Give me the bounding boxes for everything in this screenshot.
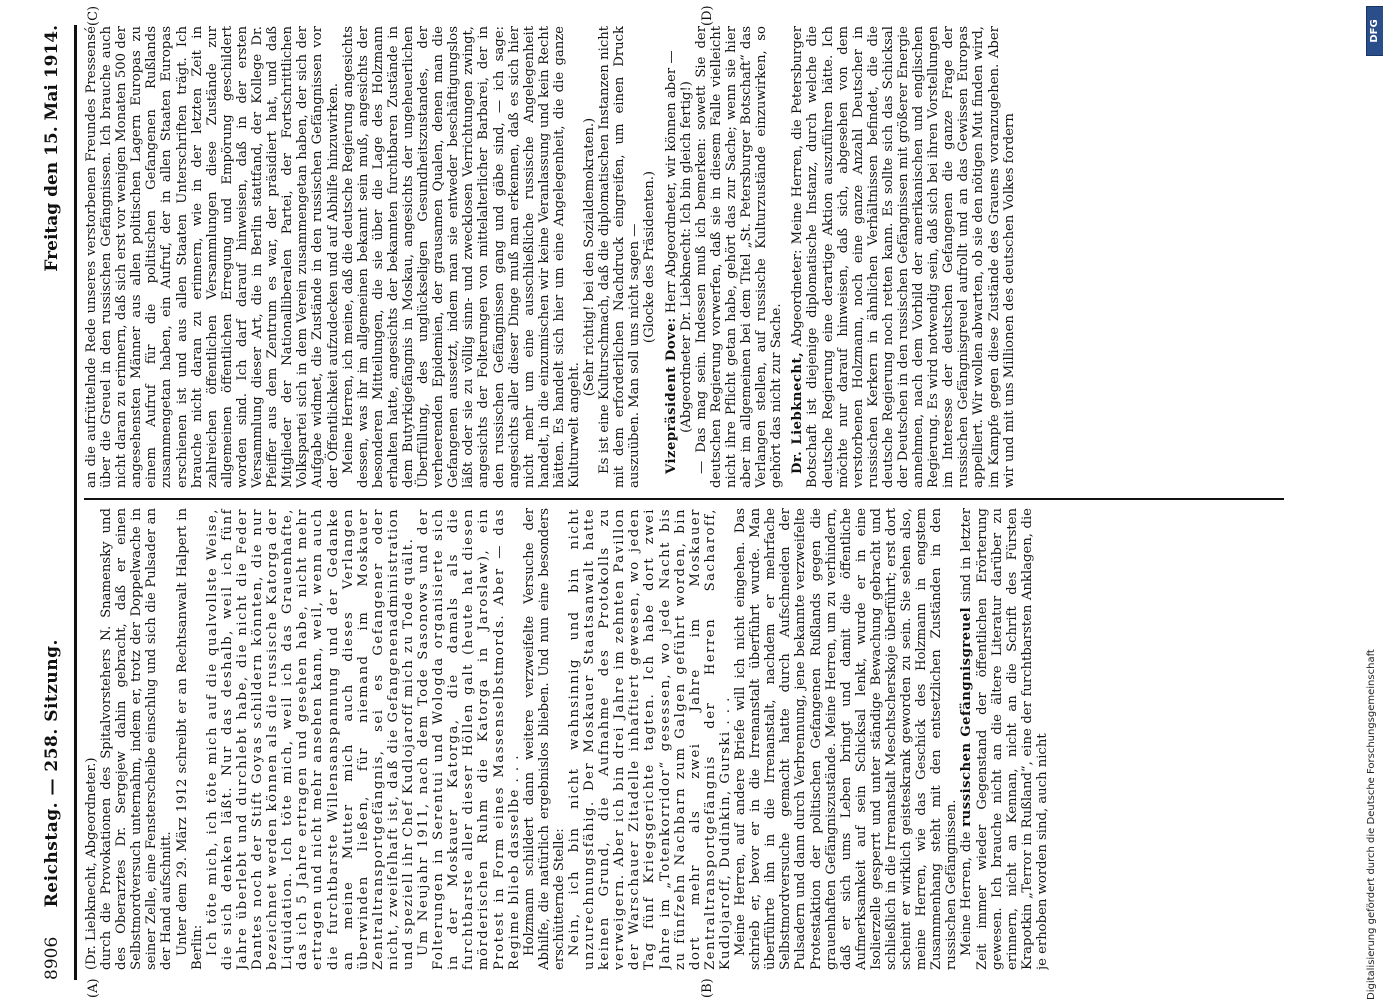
paragraph [664, 26, 679, 488]
header-rule [74, 25, 77, 980]
dfg-logo-text: DFG [1369, 19, 1380, 43]
paragraph-lead: Meine Herren, die [959, 826, 975, 956]
interjection: (Abgeordneter Dr. Liebknecht: Ich bin gleich fertig!) [678, 81, 694, 433]
interjection: (Glocke des Präsidenten.) [642, 170, 658, 344]
paragraph: Meine Herren, auf andere Briefe will ich nicht eingehen. Das schrieb er, bevor er in die Irrenanstalt überführt wurde. Man überführte ihn in die Irrenanstalt, nachdem er mehrfache Selbstmordversuche gemacht hatte durch Aufschneiden der Pulsadern und dann durch Verbrennung, jene bekannte verzweifelte Protestaktion der politischen Gefangenen Rußlands gegen die grauenhaften Gefängniszustände. Meine Herren, um zu verhindern, daß er sich ums Leben bringt und damit die öffentliche Aufmerksamkeit auf sein Schicksal lenkt, wurde er in eine Isolierzelle gesperrt und unter ständige Bewachung gebracht und schließlich in die Irrenanstalt Meschtscherskoje überführt; erst dort scheint er wirklich geisteskrank geworden zu sein. Sie sehen also, meine Herren, wie das Geschick des Holzmann in engstem Zusammenhang steht mit den entsetzlichen Zuständen in den russischen Gefängnissen. [733, 508, 960, 970]
interjection: (Sehr richtig! bei den Sozialdemokraten.) [582, 117, 598, 397]
session-title: Reichstag. — 258. Sitzung. [42, 639, 62, 908]
column-divider [84, 498, 1284, 500]
speaker-name: Dr. Liebknecht, [790, 351, 806, 474]
paragraph [790, 26, 1016, 488]
paragraph [959, 508, 1050, 970]
speaker-name: Vizepräsident Dove: [663, 317, 679, 474]
quoted-letter: Ich töte mich, ich töte mich auf die qualvollste Weise, die sich denken läßt. Nur das deshalb, weil ich fünf Jahre überlebt und durchlebt habe, die nicht die Feder Dantes noch der Stift Goyas schildern könnten, die nur bezeichnet werden können als die russische Katorga der Liquidation. Ich töte mich, weil ich das Grauenhafte, das ich 5 Jahre ertragen und gesehen habe, nicht mehr ertragen und nicht mehr ansehen kann, weil, wenn auch die furchtbarste Willensanspannung und der Gedanke an meine Mutter mich auch dieses Verlangen überwinden ließen, für niemand im Moskauer Zentraltransportgefängnis, sei es Gefangener oder nicht, zweifelhaft ist, daß die Gefangenenadministration und speziell ihr Chef Kudlojaroff mich zu Tode quält. [204, 508, 416, 970]
margin-marker-b: (B) [700, 978, 715, 998]
margin-marker-c: (C) [86, 5, 101, 26]
page-header [38, 25, 72, 980]
digitization-credit [1366, 240, 1382, 1000]
paragraph: — Das mag sein. Indessen muß ich bemerken: sowett Sie der deutschen Regierung vorwerfen, daß sie in diesem Falle vielleicht nicht ihre Pflicht getan habe, gehört das zur Sache; wenn sie hier aber im allgemeinen bei dem Titel „St. Petersburger Botschaft“ das Verlangen stellen, auf russische Kulturzustände einzuwirken, so gehört das nicht zur Sache. [693, 26, 785, 488]
paragraph: Holzmann schildert dann weitere verzweifelte Versuche der Abhilfe, die natürlich ergebnislos blieben. Und nun eine besonders erschütternde Stelle: [521, 508, 567, 970]
speaker-tag: (Dr. Liebknecht, Abgeordneter.) [84, 757, 99, 970]
speech-text: Abgeordneter: Meine Herren, die Petersburger Botschaft ist diejenige diplomatische Instanz, durch welche die deutsche Regierung eine derartige Aktion auszuführen hätte. Ich möchte nur darauf hinweisen, daß sich, abgesehen von dem verstorbenen Holzmann, noch eine ganze Anzahl Deutscher in russischen Kerkern in ähnlichen Verhältnissen befindet, die die deutsche Regierung noch retten kann. Es sollte sich das Schicksal der Deutschen in den russischen Gefängnissen mit größerer Energie annehmen, nach dem Vorbild der amerikanischen und englischen Regierung. Es wird notwendig sein, daß sich bei ihren Vorstellungen im Interesse der deutschen Gefangenen die ganze Frage der russischen Gefängnisgreuel aufrollt und an das Gewissen Europas appelliert. Wir wollen abwarten, ob sie den nötigen Mut finden wird, im Kampfe gegen diese Zustände des Grauens voranzugehen. Aber wir und mit uns Millionen des deutschen Volkes fordern [790, 26, 1017, 488]
left-column [84, 508, 1294, 970]
quoted-letter: Nein, ich bin nicht wahnsinnig und bin nicht unzurechnungsfähig. Der Moskauer Staatsanwalt hatte keinen Grund, die Aufnahme des Protokolls zu verweigern. Aber ich bin drei Jahre im zehnten Pavillon der Warschauer Zitadelle inhaftiert gewesen, wo jeden Tag fünf Kriegsgerichte tagten. Ich habe dort zwei Jahre im „Totenkorridor“ gesessen, wo jede Nacht bis zu fünfzehn Nachbarn zum Galgen geführt worden, bin dort mehr als zwei Jahre im Moskauer Zentraltransportgefängnis der Herren Sacharoff, Kudlojaroff, Dudinkin, Gurski . . . [567, 508, 733, 970]
dfg-logo [1366, 6, 1383, 56]
paragraph-rest: sind in letzter Zeit immer wieder Gegenstand der öffentlichen Erörterung gewesen. Ich brauche nicht an die ältere Literatur darüber zu erinnern, nicht an Kennan, nicht an die Schrift des Fürsten Krapotkin „Terror in Rußland“, eine der furchtbarsten Anklagen, die je erhoben worden sind, auch nicht [959, 508, 1050, 970]
speech-text: Herr Abgeordneter, wir können aber — [663, 50, 679, 318]
margin-marker-d: (D) [700, 5, 715, 26]
margin-marker-a: (A) [86, 978, 101, 998]
paragraph: durch die Provokationen des Spitalvorstehers N. Snamensky und des Oberarztes Dr. Sergejew dahin gebracht, daß er einen Selbstmordversuch unternahm, indem er, trotz der Doppelwache in seiner Zelle, eine Fensterscheibe einschlug und sich die Pulsader an der Hand aufschnitt. [99, 508, 175, 970]
quoted-letter: Um Neujahr 1911, nach dem Tode Sasonows und der Folterungen in Serentui und Wologda organisierte sich in der Moskauer Katorga, die damals als die furchtbarste aller dieser Höllen galt (heute hat diesen mörderischen Ruhm die Katorga in Jaroslaw), ein Protest in Form eines Massenselbstmords. Aber — das Regime blieb dasselbe . . . [416, 508, 522, 970]
session-date: Freitag den 15. Mai 1914. [42, 25, 62, 272]
paragraph: an die aufrüttelnde Rede unseres verstorbenen Freundes Pressensé über die Greuel in den russischen Gefängnissen. Ich brauche auch nicht daran zu erinnern, daß sich erst vor wenigen Monaten 500 der angesehensten Männer aus allen politischen Lagern Europas zu einem Aufruf für die politischen Gefangenen Rußlands zusammengetan haben, ein Aufruf, der in allen Staaten Europas erschienen ist und aus allen Staaten Unterschriften trägt. Ich brauche nicht daran zu erinnern, wie in der letzten Zeit in zahlreichen öffentlichen Versammlungen diese Zustände zur allgemeinen öffentlichen Erregung und Empörung geschildert worden sind. Ich darf darauf hinweisen, daß in der ersten Versammlung dieser Art, die in Berlin stattfand, der Kollege Dr. Pfeiffer aus dem Zentrum es war, der präsidiert hat, und daß Mitglieder der Nationalliberalen Partei, der Fortschrittlichen Volkspartei sich in dem Verein zusammengetan haben, der sich der Aufgabe widmet, die Zustände in den russischen Gefängnissen vor der Öffentlichkeit aufzudecken und auf Abhilfe hinzuwirken. [84, 26, 341, 488]
paragraph: Es ist eine Kulturschmach, daß die diplomatischen Instanzen nicht mit dem erforderlichen Nachdruck eingreifen, um einen Druck auszuüben. Man soll uns nicht sagen — [597, 26, 643, 488]
header-left [42, 639, 62, 980]
page-number: 8906 [42, 936, 62, 980]
digitization-credit-text: Digitalisierung gefördert durch die Deutsche Forschungsgemeinschaft [1366, 649, 1377, 1000]
paragraph: Unter dem 29. März 1912 schreibt er an Rechtsanwalt Halpert in Berlin: [174, 508, 205, 970]
paragraph: Meine Herren, ich meine, daß die deutsche Regierung angesichts dessen, was ihr im allgemeinen bekannt sein muß, angesichts der besonderen Mitteilungen, die sie über die Lage des Holzmann erhalten hatte, angesichts der bekannten furchtbaren Zustände in dem Butyrkigefängnis in Moskau, angesichts der ungeheuerlichen Überfüllung, des unglückseligen Gesundheitszustandes, der verheerenden Epidemien, der grausamen Qualen, denen man die Gefangenen aussetzt, indem man sie entweder beschäftigungslos läßt oder sie zu völlig sinn- und zwecklosen Verrichtungen zwingt, angesichts der Folterungen von mittelalterlicher Barbarei, der in den russischen Gefängnissen gang und gäbe sind, — ich sage: angesichts aller dieser Dinge muß man erkennen, daß es sich hier nicht mehr um eine ausschließliche russische Angelegenheit handelt, in die einzumischen wir keine Veranlassung und kein Recht hätten. Es handelt sich hier um eine Angelegenheit, die die ganze Kulturwelt angeht. [340, 26, 582, 488]
inline-heading: russischen Gefängnisgreuel [959, 606, 975, 827]
right-column [84, 26, 1294, 488]
